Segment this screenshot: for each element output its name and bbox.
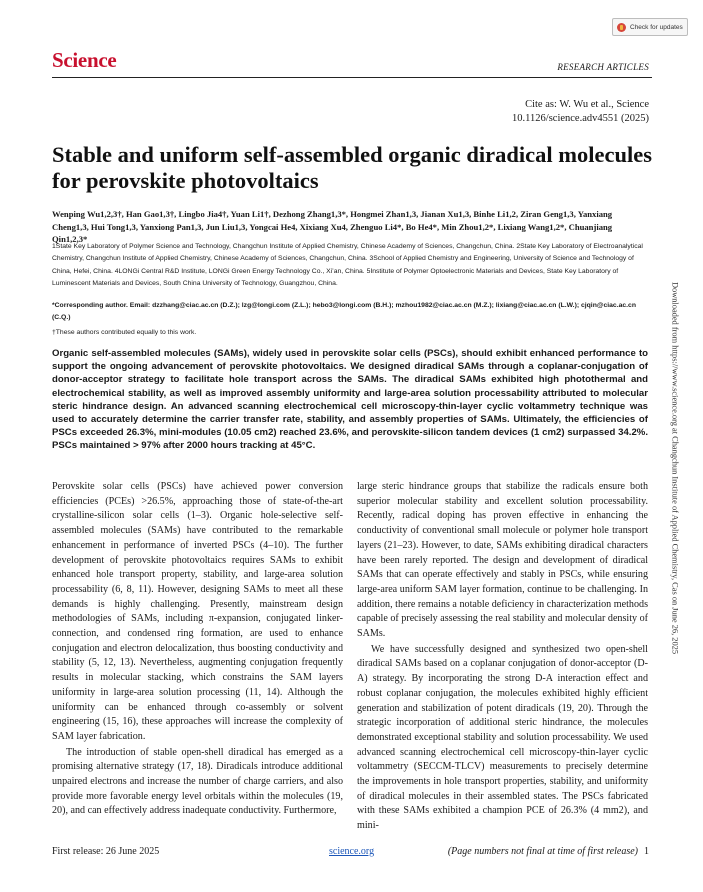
body-column-left <box>52 480 343 819</box>
author-list: Wenping Wu1,2,3†, Han Gao1,3†, Lingbo Jia4†, Yuan Li1†, Dezhong Zhang1,3*, Hongmei Zhan1,3, Jianan Xu1,3, Binhe Li1,2, Ziran Geng1,3, Yanxiang Cheng1,3, Hui Tong1,3, Yanxiong Pan1,3, Jun Liu1,3, Yongcai He4, Xixiang Xu4, Zhenguo Li4*, Bo He4*, Min Zhou1,2*, Lixiang Wang1,2*, Chuanjiang Qin1,2,3* <box>52 209 613 244</box>
affiliations: 1State Key Laboratory of Polymer Science and Technology, Changchun Institute of Applied Chemistry, Chinese Academy of Sciences, Changchun, China. 2State Key Laboratory of Electroanalytical Chemistry, Changchun Institute of Applied Chemistry, Chinese Academy of Sciences, Changchun, China. 3School of Applied Chemistry and Engineering, University of Science and Technology of China, Hefei, China. 4LONGi Central R&D Institute, LONGi Green Energy Technology Co., Xi’an, China. 5Institute of Polymer Optoelectronic Materials and Devices, State Key Laboratory of Luminescent Materials and Devices, South China University of Technology, Guangzhou, China. <box>52 243 643 288</box>
page-number: 1 <box>644 846 649 857</box>
abstract: Organic self-assembled molecules (SAMs), widely used in perovskite solar cells (PSCs), should exhibit enhanced performance to support the ongoing advancement of perovskite photovoltaics. We designed diradical SAMs through a coplanar-conjugation of donor-acceptor strategy to facilitate hole transport across the SAMs. The diradical SAMs exhibited high photothermal and electrochemical stability, as well as improved assembly uniformity and large-area solution processability attributed to molecular steric hindrance design. An advanced scanning electrochemical cell microscopy-thin-layer cyclic voltammetry technique was used to accurately determine the carrier transfer rate, stability, and assembly properties of SAMs. Ultimately, the efficiencies of PSCs exceeded 26.3%, mini-modules (10.05 cm2) reached 23.6%, and perovskite-silicon tandem devices (1 cm2) surpassed 34.2%. PSCs maintained > 97% after 2000 hours tracking at 45°C. <box>52 348 648 452</box>
check-for-updates-icon <box>617 23 626 32</box>
article-title: Stable and uniform self-assembled organic diradical molecules for perovskite photovoltaics <box>52 142 652 193</box>
body-paragraph: large steric hindrance groups that stabilize the radicals ensure both superior molecular stability and excellent solution processability. Recently, radical doping has proven effective in enhancing the conductivity of conventional small molecule or polymer hole transport layers (21–23). However, to date, SAMs exhibiting diradical characters have been rarely reported. The design and development of diradical SAMs that can operate effectively and stably in PSCs, while ensuring large-area uniform SAM layer formation, continue to be challenging. In addition, there remains a notable deficiency in characterization methods capable of precisely assessing the real stability and molecular density of SAMs. <box>357 481 648 640</box>
download-notice: Downloaded from https://www.science.org at Changchun Institute of Applied Chemistry, Cas on June 26, 2025 <box>670 281 680 655</box>
body-paragraph: The introduction of stable open-shell diradical has emerged as a promising alternative strategy (17, 18). Diradicals introduce additional unpaired electrons and increase the number of charge carriers, and also provide more favorable energy level orbitals within the molecules (19, 20), and can effectively address inadequate conductivity. Furthermore, <box>52 746 343 817</box>
citation-line-1: Cite as: W. Wu et al., Science <box>525 99 649 110</box>
check-for-updates-badge[interactable] <box>612 18 688 36</box>
corresponding-authors[interactable]: *Corresponding author. Email: dzzhang@ciac.ac.cn (D.Z.); lzg@longi.com (Z.L.); hebo3@longi.com (B.H.); mzhou1982@ciac.ac.cn (M.Z.); lixiang@ciac.ac.cn (L.W.); cjqin@ciac.ac.cn (C.Q.) <box>52 302 636 322</box>
page-note <box>448 846 649 857</box>
page-number-note: (Page numbers not final at time of first release) <box>447 846 638 857</box>
body-column-right <box>357 480 648 834</box>
release-date: First release: 26 June 2025 <box>52 846 160 857</box>
citation <box>512 98 649 126</box>
citation-doi[interactable]: 10.1126/science.adv4551 (2025) <box>512 113 649 124</box>
journal-logo[interactable]: Science <box>52 48 117 72</box>
body-paragraph: We have successfully designed and synthesized two open-shell diradical SAMs based on a coplanar conjugation of donor-acceptor (D-A) strategy. By incorporating the strong D-A interaction effect and robust coplanar conjugation, the molecules exhibited highly efficient generation and stabilization of potent diradicals (19, 20). Through the strategic incorporation of additional steric hindrance, the molecules demonstrated exceptional stability and solution processability. We used advanced scanning electrochemical cell microscopy-thin-layer cyclic voltammetry (SECCM-TLCV) measurements to precisely determine the improvements in hole transport properties, stability, and uniformity of diradical molecules in their assembled states. The PSCs fabricated with these SAMs exhibited a champion PCE of 26.3% (4 mm2), and mini- <box>357 643 648 832</box>
download-sidebar <box>668 258 682 678</box>
header-rule <box>52 77 652 78</box>
science-org-link[interactable]: science.org <box>329 846 375 857</box>
section-label: RESEARCH ARTICLES <box>557 62 649 72</box>
check-for-updates-label: Check for updates <box>630 23 683 31</box>
equal-contribution-note: †These authors contributed equally to this work. <box>52 329 197 336</box>
body-paragraph: Perovskite solar cells (PSCs) have achieved power conversion efficiencies (PCEs) >26.5%, approaching those of state-of-the-art crystalline-silicon solar cells (1–3). Organic hole-selective self-assembled molecules (SAMs) have contributed to the remarkable enhancement in performance of inverted PSCs (4–10). The further development of perovskite photovoltaics requires SAMs to exhibit enhanced hole transport property, stability, and large-area solution processability (6, 8, 11). However, designing SAMs to meet all these demands is highly challenging. Presently, mainstream design methodologies of SAMs, including π-expansion, conjugated linker-connection, and condensed ring formation, are used to enhance conjugation and electron delocalization, thus boosting conductivity and stability (5, 12, 13). Nevertheless, augmenting conjugation frequently results in molecular stacking, which constrains the SAM layers uniformity in large-area solution processing (11, 14). Although the uniformity can be enhanced through co-assembly or solvent engineering (15, 16), these approaches will increase the complexity of SAM layer fabrication. <box>52 481 343 742</box>
